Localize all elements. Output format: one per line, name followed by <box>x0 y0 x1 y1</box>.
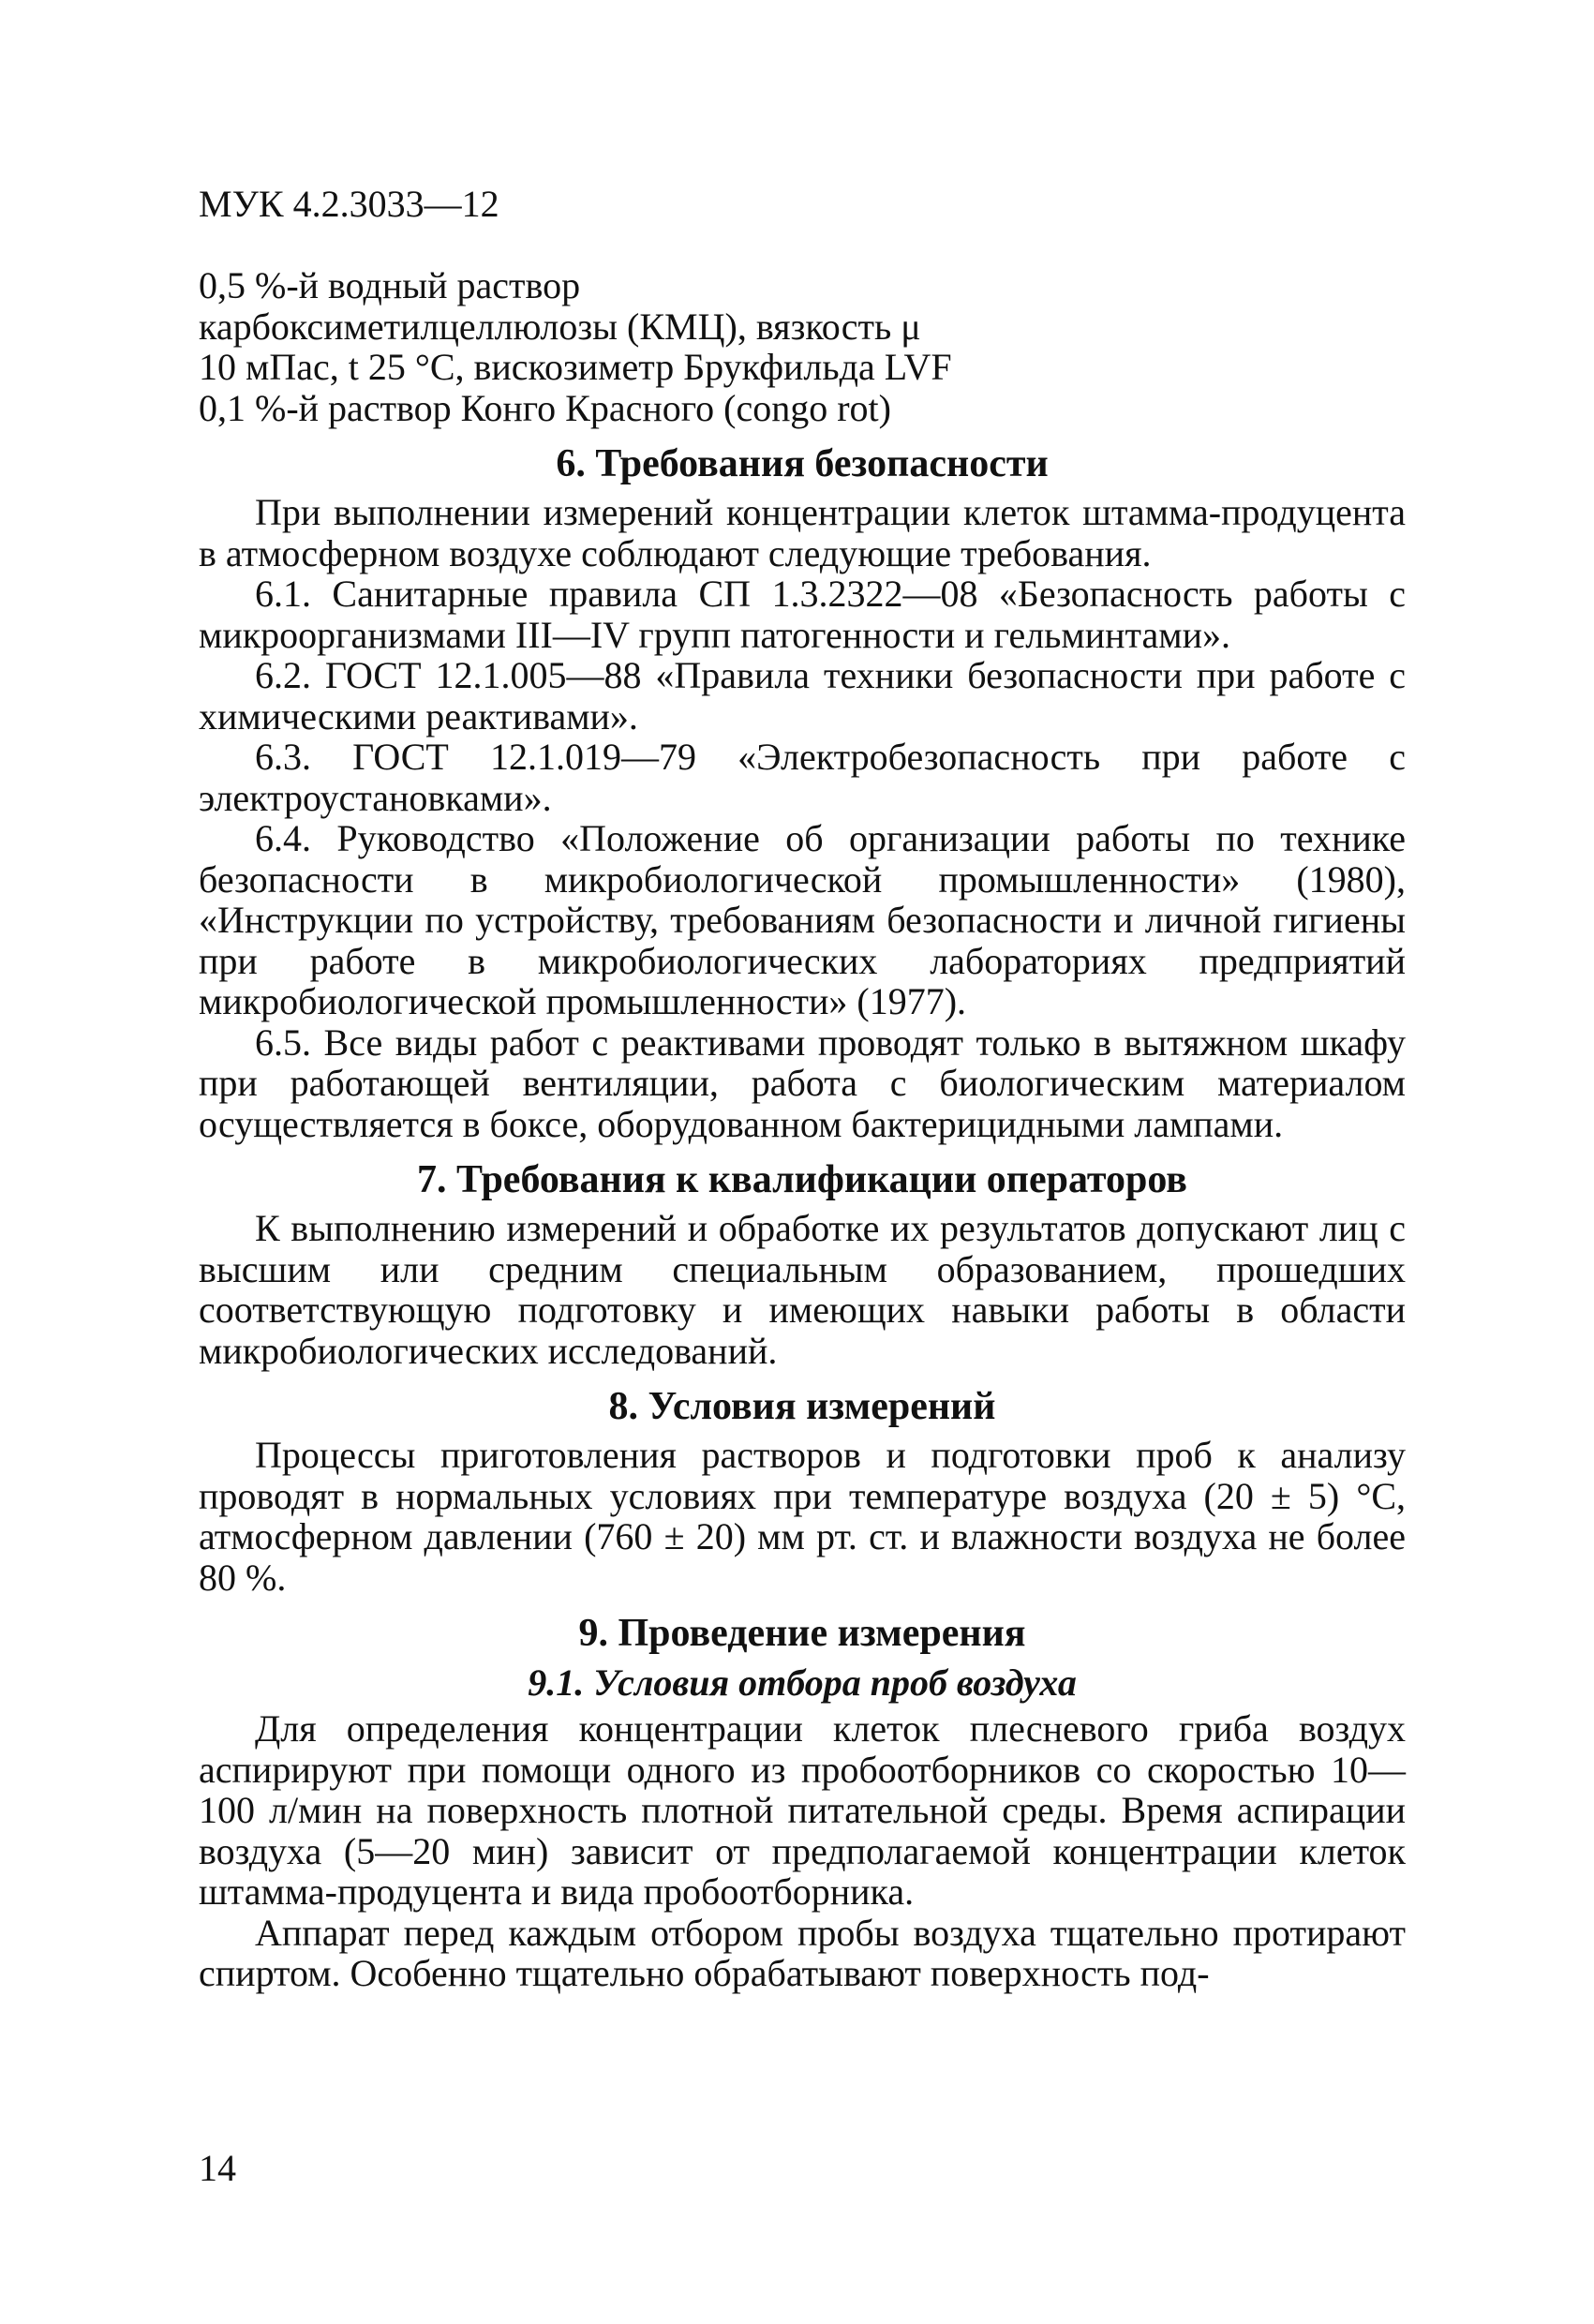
document-code: МУК 4.2.3033—12 <box>199 183 499 225</box>
reagent-item: 0,5 %-й водный раствор карбоксиметилцеллюлозы (КМЦ), вязкость μ 10 мПас, t 25 °С, вискозиметр Брукфильда LVF <box>199 264 952 388</box>
section-title: 7. Требования к квалификации операторов <box>417 1158 1187 1201</box>
reagent-list <box>199 265 1406 428</box>
reagent-item: 0,1 %-й раствор Конго Красного (congo rot) <box>199 386 891 429</box>
section-title: 6. Требования безопасности <box>556 442 1049 485</box>
section-title: 8. Условия измерений <box>608 1385 996 1428</box>
subsection-title: 9.1. Условия отбора проб воздуха <box>528 1661 1077 1704</box>
section-6 <box>199 441 1406 1144</box>
paragraph: 6.2. ГОСТ 12.1.005—88 «Правила техники безопасности при работе с химическими реактивами». <box>199 654 1406 737</box>
paragraph: Процессы приготовления растворов и подготовки проб к анализу проводят в нормальных условиях при температуре воздуха (20 ± 5) °С, атмосферном давлении (760 ± 20) мм рт. ст. и влажности воздуха не более 80 %. <box>199 1434 1406 1599</box>
paragraph: Для определения концентрации клеток плесневого гриба воздух аспирируют при помощи одного из пробоотборников со скоростью 10—100 л/мин на поверхность плотной питательной среды. Время аспирации воздуха (5—20 мин) зависит от предполагаемой концентрации клеток штамма-продуцента и вида пробоотборника. <box>199 1707 1406 1913</box>
page-number: 14 <box>199 2147 236 2189</box>
section-8 <box>199 1384 1406 1598</box>
paragraph: 6.3. ГОСТ 12.1.019—79 «Электробезопасность при работе с электроустановками». <box>199 736 1406 819</box>
page-content <box>199 265 1406 1994</box>
paragraph: К выполнению измерений и обработке их результатов допускают лиц с высшим или средним специальным образованием, прошедших соответствующую подготовку и имеющих навыки работы в области микробиологических исследований. <box>199 1207 1406 1372</box>
section-7 <box>199 1157 1406 1371</box>
paragraph: 6.5. Все виды работ с реактивами проводят только в вытяжном шкафу при работающей вентиляции, работа с биологическим материалом осуществляется в боксе, оборудованном бактерицидными лампами. <box>199 1020 1406 1145</box>
section-title: 9. Проведение измерения <box>578 1612 1026 1655</box>
paragraph: При выполнении измерений концентрации клеток штамма-продуцента в атмосферном воздухе соблюдают следующие требования. <box>199 491 1406 574</box>
paragraph: 6.1. Санитарные правила СП 1.3.2322—08 «Безопасность работы с микроорганизмами III—IV групп патогенности и гельминтами». <box>199 573 1406 656</box>
paragraph: Аппарат перед каждым отбором пробы воздуха тщательно протирают спиртом. Особенно тщательно обрабатывают поверхность под- <box>199 1911 1406 1994</box>
section-9 <box>199 1611 1406 1994</box>
paragraph: 6.4. Руководство «Положение об организации работы по технике безопасности в микробиологической промышленности» (1980), «Инструкции по устройству, требованиям безопасности и личной гигиены при работе в микробиологических лабораториях предприятий микробиологической промышленности» (1977). <box>199 817 1406 1022</box>
